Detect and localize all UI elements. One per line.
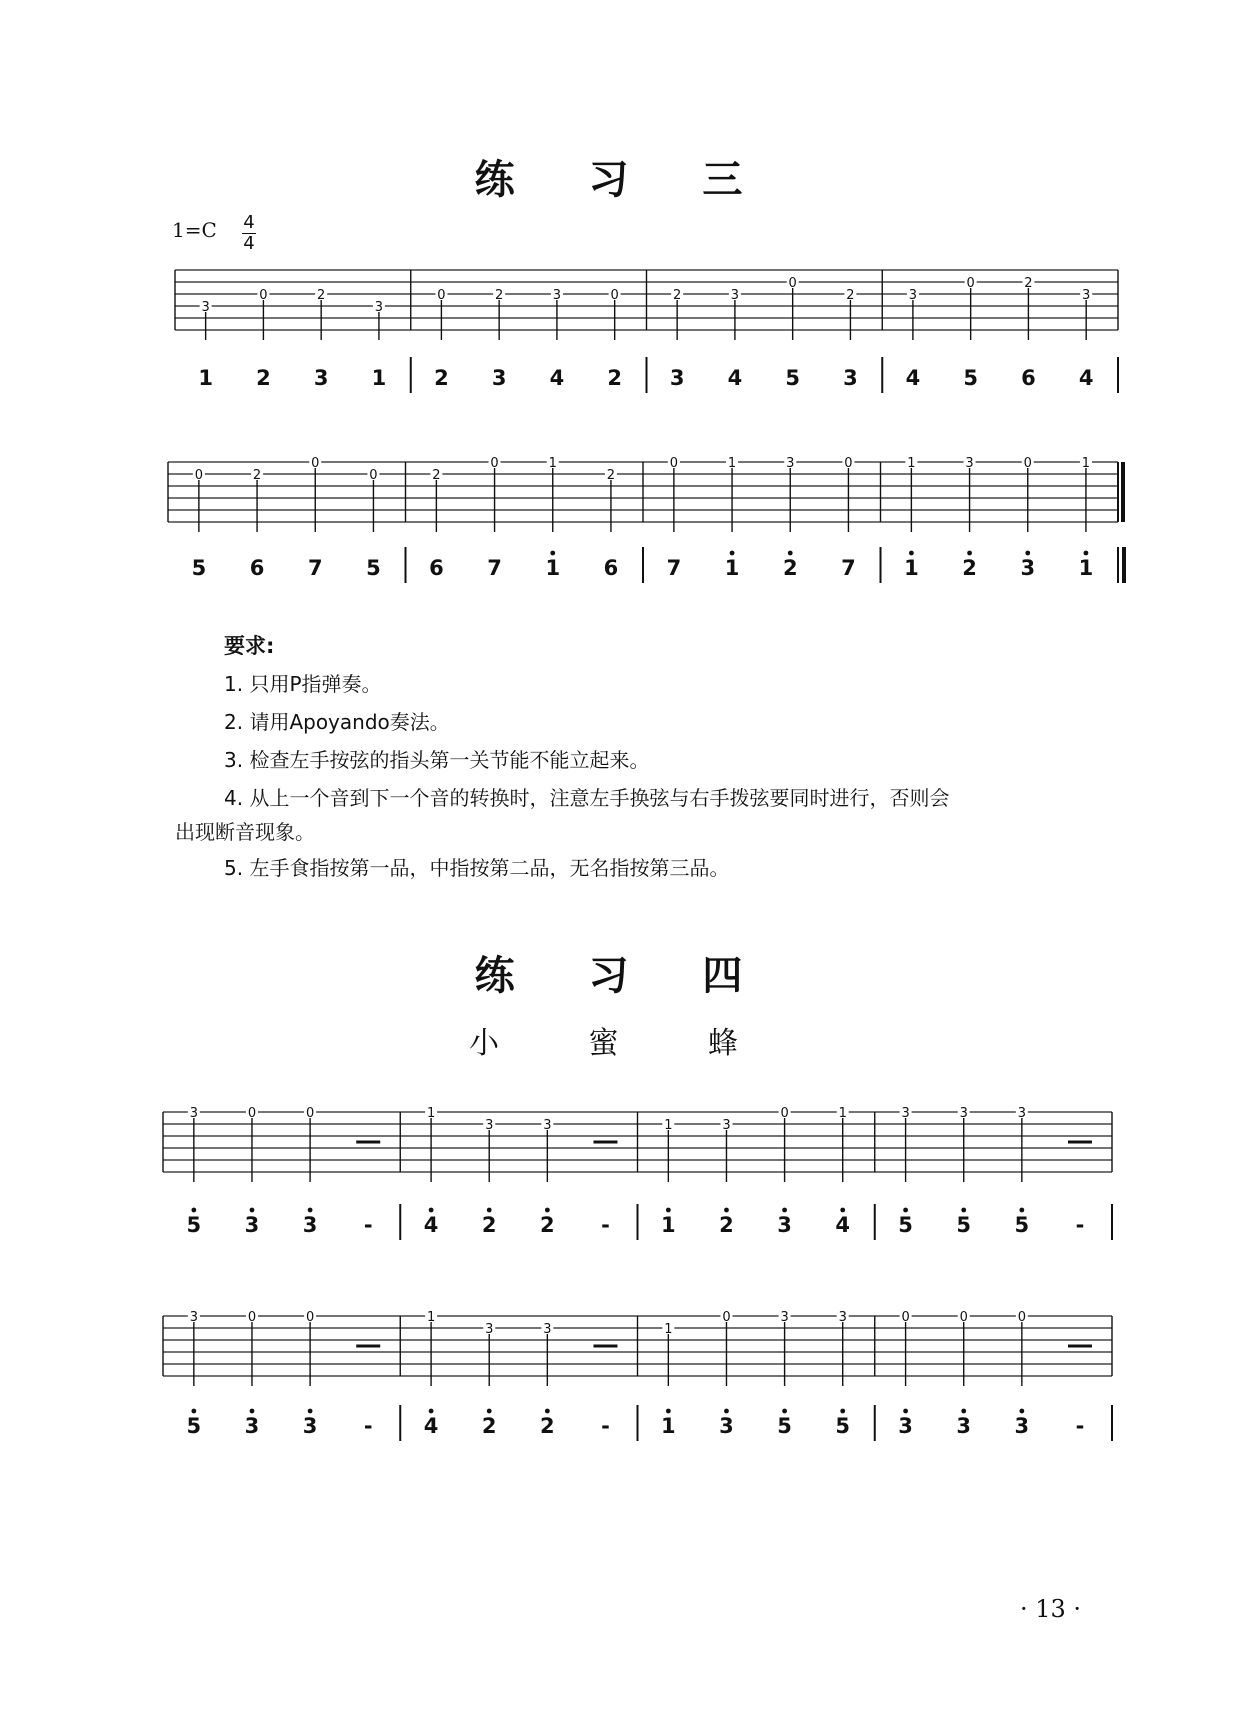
jianpu-note: 1 — [661, 1414, 676, 1438]
requirement-item: 5. 左手食指按第一品，中指按第二品，无名指按第三品。 — [224, 856, 730, 880]
jianpu-note: 6 — [249, 556, 265, 580]
jianpu-note: 3 — [898, 1414, 913, 1438]
jianpu-note: 1 — [198, 366, 213, 390]
tab-fret-number: 3 — [1082, 288, 1091, 303]
tab-fret-number: 0 — [490, 456, 499, 471]
tab-fret-number: 0 — [1023, 456, 1032, 471]
octave-dot — [250, 1208, 255, 1213]
tab-fret-number: 0 — [610, 288, 619, 303]
jianpu-note: 5 — [777, 1414, 792, 1438]
jianpu-note: 4 — [1078, 366, 1094, 390]
jianpu-note: 4 — [423, 1213, 439, 1237]
tab-fret-number: 2 — [495, 288, 504, 303]
tab-fret-number: 2 — [606, 468, 616, 483]
tab-fret-number: 1 — [426, 1106, 436, 1121]
jianpu-note: 7 — [841, 556, 856, 580]
octave-dot — [1019, 1208, 1024, 1213]
tab-fret-number: 2 — [846, 288, 855, 303]
exercise4-title: 练 习 四 — [474, 953, 773, 999]
tab-fret-number: 0 — [247, 1106, 257, 1121]
jianpu-note: - — [601, 1213, 610, 1237]
tab-fret-number: 3 — [485, 1118, 494, 1133]
jianpu-note: 5 — [186, 1414, 202, 1438]
octave-dot — [961, 1208, 966, 1213]
octave-dot — [730, 551, 735, 556]
tab-fret-number: 3 — [786, 456, 795, 471]
tab-fret-number: 3 — [780, 1310, 789, 1325]
tab-fret-number: 3 — [965, 456, 974, 471]
jianpu-note: 2 — [481, 1414, 497, 1438]
jianpu-note: 5 — [785, 366, 800, 390]
exercise4-subtitle: 小 蜜 蜂 — [468, 1026, 779, 1061]
jianpu-note: 5 — [1014, 1213, 1030, 1237]
tab-fret-number: 1 — [664, 1118, 673, 1133]
page-number: · 13 · — [1020, 1595, 1082, 1623]
tab-fret-number: 3 — [908, 288, 918, 303]
jianpu-note: 5 — [835, 1414, 851, 1438]
octave-dot — [308, 1409, 313, 1414]
jianpu-note: 2 — [256, 366, 271, 390]
jianpu-note: - — [1075, 1414, 1085, 1438]
requirement-item: 3. 检查左手按弦的指头第一关节能不能立起来。 — [224, 748, 650, 772]
requirement-item: 2. 请用Apoyando奏法。 — [224, 710, 450, 734]
octave-dot — [903, 1208, 908, 1213]
jianpu-note: 2 — [962, 556, 977, 580]
tab-fret-number: 1 — [727, 456, 737, 471]
tab-fret-number: 0 — [305, 1106, 315, 1121]
tab-fret-number: 0 — [966, 276, 975, 291]
jianpu-note: 3 — [244, 1213, 260, 1237]
jianpu-note: 2 — [719, 1213, 734, 1237]
time-signature-top: 4 — [243, 212, 255, 233]
tab-fret-number: 3 — [730, 288, 740, 303]
jianpu-note: 1 — [724, 556, 740, 580]
jianpu-note: 3 — [669, 366, 685, 390]
tab-fret-number: 2 — [252, 468, 262, 483]
jianpu-note: 3 — [1020, 556, 1036, 580]
jianpu-note: 4 — [727, 366, 743, 390]
requirements-heading: 要求: — [224, 634, 275, 658]
jianpu-note: 6 — [603, 556, 619, 580]
tab-fret-number: 3 — [1017, 1106, 1026, 1121]
requirement-item: 出现断音现象。 — [175, 820, 315, 844]
jianpu-note: 4 — [549, 366, 565, 390]
jianpu-note: 7 — [487, 556, 502, 580]
octave-dot — [1019, 1409, 1024, 1414]
octave-dot — [909, 551, 914, 556]
tab-fret-number: 3 — [543, 1118, 552, 1133]
jianpu-note: 2 — [607, 366, 622, 390]
tab-fret-number: 3 — [189, 1310, 198, 1325]
jianpu-note: 7 — [666, 556, 682, 580]
jianpu-note: 2 — [540, 1414, 555, 1438]
jianpu-note: 3 — [313, 366, 329, 390]
requirement-item: 1. 只用P指弹奏。 — [224, 672, 382, 696]
octave-dot — [191, 1409, 196, 1414]
jianpu-note: - — [601, 1414, 610, 1438]
jianpu-note: 3 — [777, 1213, 792, 1237]
octave-dot — [666, 1409, 671, 1414]
jianpu-note: 4 — [835, 1213, 851, 1237]
tab-fret-number: 0 — [305, 1310, 315, 1325]
octave-dot — [666, 1208, 671, 1213]
tab-fret-number: 0 — [844, 456, 853, 471]
octave-dot — [545, 1208, 550, 1213]
jianpu-note: 6 — [1021, 366, 1036, 390]
jianpu-note: 1 — [661, 1213, 676, 1237]
tab-fret-number: 3 — [959, 1106, 968, 1121]
jianpu-note: 7 — [307, 556, 323, 580]
octave-dot — [961, 1409, 966, 1414]
jianpu-note: - — [363, 1213, 373, 1237]
octave-dot — [191, 1208, 196, 1213]
jianpu-note: 3 — [719, 1414, 734, 1438]
jianpu-note: 4 — [423, 1414, 439, 1438]
requirement-item: 4. 从上一个音到下一个音的转换时，注意左手换弦与右手拨弦要同时进行，否则会 — [224, 786, 950, 810]
tab-fret-number: 1 — [1081, 456, 1091, 471]
jianpu-note: 5 — [898, 1213, 913, 1237]
jianpu-note: - — [1075, 1213, 1085, 1237]
exercise3-title: 练 习 三 — [474, 157, 773, 203]
octave-dot — [788, 551, 793, 556]
tab-fret-number: 0 — [959, 1310, 968, 1325]
tab-fret-number: 3 — [552, 288, 562, 303]
octave-dot — [724, 1208, 729, 1213]
jianpu-note: 1 — [371, 366, 387, 390]
jianpu-note: 5 — [366, 556, 381, 580]
jianpu-note: 5 — [963, 366, 978, 390]
jianpu-note: 1 — [545, 556, 561, 580]
tab-fret-number: 0 — [901, 1310, 910, 1325]
octave-dot — [782, 1208, 787, 1213]
jianpu-note: 2 — [434, 366, 449, 390]
tab-fret-number: 0 — [788, 276, 797, 291]
octave-dot — [782, 1409, 787, 1414]
octave-dot — [545, 1409, 550, 1414]
tab-fret-number: 3 — [543, 1322, 552, 1337]
jianpu-note: 3 — [302, 1414, 318, 1438]
tab-fret-number: 0 — [194, 468, 204, 483]
tab-fret-number: 3 — [838, 1310, 847, 1325]
tab-fret-number: 1 — [838, 1106, 847, 1121]
tab-fret-number: 3 — [201, 300, 210, 315]
jianpu-note: 1 — [904, 556, 919, 580]
octave-dot — [487, 1409, 492, 1414]
tab-fret-number: 1 — [664, 1322, 673, 1337]
jianpu-note: 3 — [956, 1414, 972, 1438]
octave-dot — [429, 1208, 434, 1213]
tab-fret-number: 2 — [1024, 276, 1033, 291]
jianpu-note: 6 — [429, 556, 444, 580]
octave-dot — [487, 1208, 492, 1213]
tab-fret-number: 0 — [247, 1310, 257, 1325]
jianpu-note: 5 — [191, 556, 207, 580]
tab-fret-number: 1 — [426, 1310, 436, 1325]
tab-fret-number: 0 — [369, 468, 378, 483]
time-signature-bottom: 4 — [243, 233, 255, 254]
tab-fret-number: 3 — [374, 300, 384, 315]
jianpu-note: 1 — [1078, 556, 1094, 580]
tab-fret-number: 3 — [189, 1106, 198, 1121]
jianpu-note: 5 — [956, 1213, 972, 1237]
tab-fret-number: 0 — [311, 456, 320, 471]
jianpu-note: 2 — [782, 556, 798, 580]
tab-fret-number: 2 — [317, 288, 326, 303]
tab-fret-number: 1 — [548, 456, 557, 471]
jianpu-note: 2 — [481, 1213, 497, 1237]
octave-dot — [550, 551, 555, 556]
tab-fret-number: 0 — [722, 1310, 731, 1325]
jianpu-note: 3 — [843, 366, 858, 390]
jianpu-note: 2 — [540, 1213, 555, 1237]
jianpu-note: 3 — [1014, 1414, 1030, 1438]
octave-dot — [250, 1409, 255, 1414]
octave-dot — [308, 1208, 313, 1213]
octave-dot — [1025, 551, 1030, 556]
octave-dot — [967, 551, 972, 556]
tab-fret-number: 0 — [259, 288, 268, 303]
tab-fret-number: 1 — [907, 456, 916, 471]
tab-fret-number: 2 — [432, 468, 441, 483]
jianpu-note: 3 — [244, 1414, 260, 1438]
jianpu-note: 4 — [905, 366, 921, 390]
tab-fret-number: 0 — [780, 1106, 789, 1121]
tab-fret-number: 3 — [901, 1106, 910, 1121]
tab-fret-number: 0 — [669, 456, 679, 471]
octave-dot — [840, 1208, 845, 1213]
octave-dot — [840, 1409, 845, 1414]
tab-fret-number: 3 — [485, 1322, 494, 1337]
tab-fret-number: 0 — [437, 288, 446, 303]
tab-fret-number: 3 — [722, 1118, 731, 1133]
octave-dot — [429, 1409, 434, 1414]
octave-dot — [903, 1409, 908, 1414]
tab-fret-number: 0 — [1017, 1310, 1026, 1325]
jianpu-note: - — [363, 1414, 373, 1438]
jianpu-note: 3 — [302, 1213, 318, 1237]
octave-dot — [724, 1409, 729, 1414]
key-signature: 1=C — [172, 218, 217, 242]
tab-fret-number: 2 — [673, 288, 682, 303]
jianpu-note: 3 — [491, 366, 507, 390]
jianpu-note: 5 — [186, 1213, 202, 1237]
octave-dot — [1084, 551, 1089, 556]
